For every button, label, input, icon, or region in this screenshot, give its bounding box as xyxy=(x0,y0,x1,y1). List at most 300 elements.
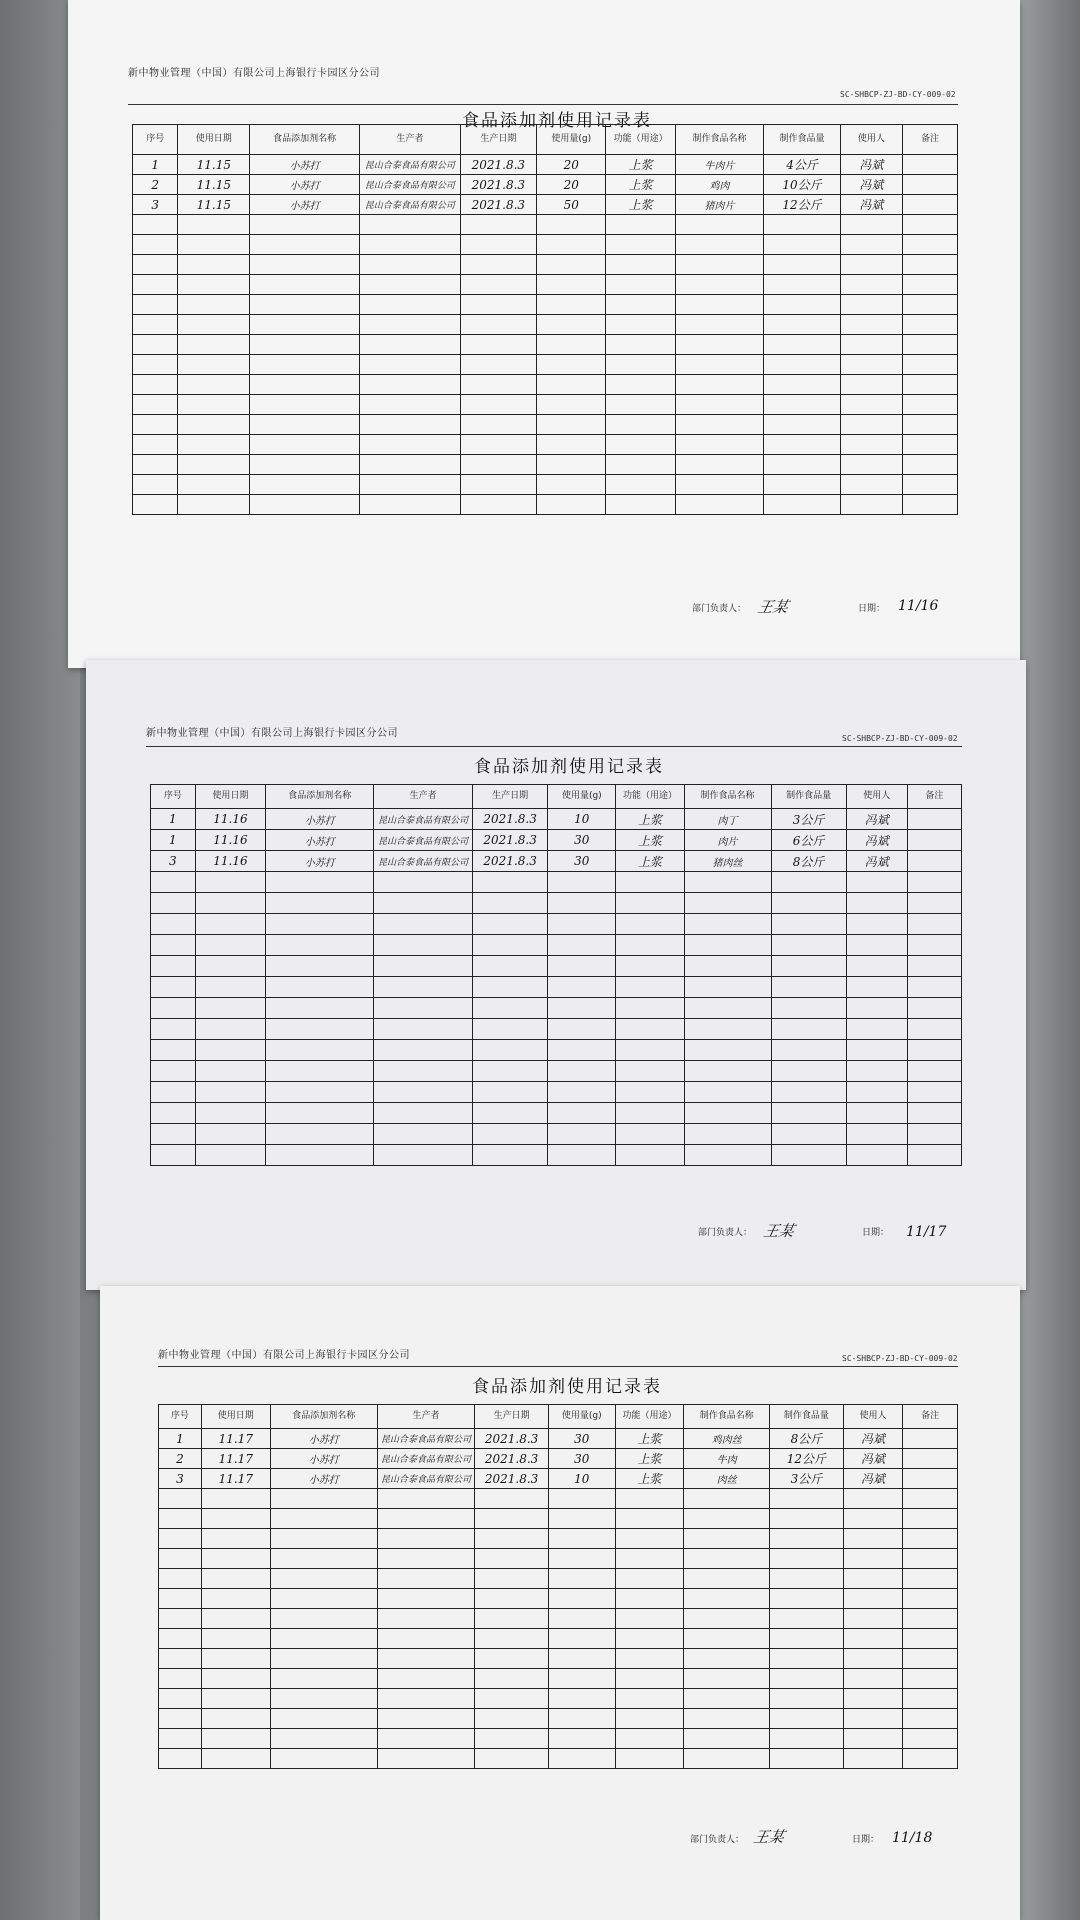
cell-additive-name xyxy=(250,215,360,235)
cell-food-name xyxy=(684,1061,771,1082)
cell-amount xyxy=(548,1589,615,1609)
cell-seq xyxy=(151,1019,196,1040)
cell-food-quantity xyxy=(771,1124,846,1145)
cell-function xyxy=(615,1589,684,1609)
cell-use-date xyxy=(201,1589,270,1609)
cell-user xyxy=(840,275,902,295)
cell-remarks xyxy=(902,215,957,235)
column-header-production-date: 生产日期 xyxy=(460,125,537,155)
column-header-food-name: 制作食品名称 xyxy=(684,785,771,809)
cell-use-date xyxy=(178,475,250,495)
column-header-production-date: 生产日期 xyxy=(473,785,548,809)
cell-seq xyxy=(159,1689,202,1709)
cell-amount xyxy=(548,1749,615,1769)
department-head-signature: 王某 xyxy=(755,598,790,616)
cell-remarks xyxy=(907,1040,961,1061)
cell-remarks xyxy=(907,809,961,830)
table-row xyxy=(151,851,962,872)
cell-remarks xyxy=(903,1749,958,1769)
cell-producer xyxy=(374,1082,473,1103)
cell-food-quantity: 12公斤 xyxy=(770,1449,844,1469)
cell-seq xyxy=(159,1709,202,1729)
cell-producer xyxy=(377,1609,474,1629)
cell-food-quantity xyxy=(770,1569,844,1589)
cell-amount xyxy=(537,415,606,435)
cell-food-name xyxy=(684,1529,770,1549)
cell-production-date xyxy=(475,1609,549,1629)
cell-remarks xyxy=(907,1061,961,1082)
cell-amount xyxy=(548,1145,616,1166)
cell-user xyxy=(846,935,907,956)
cell-amount: 10 xyxy=(548,809,616,830)
table-row xyxy=(159,1449,958,1469)
table-row-empty xyxy=(151,935,962,956)
cell-remarks xyxy=(907,935,961,956)
column-header-function: 功能（用途） xyxy=(606,125,675,155)
cell-additive-name xyxy=(270,1689,377,1709)
table-row-empty xyxy=(159,1689,958,1709)
cell-seq xyxy=(159,1729,202,1749)
header-rule xyxy=(158,1366,958,1367)
cell-amount xyxy=(548,1489,615,1509)
cell-use-date xyxy=(201,1509,270,1529)
cell-use-date xyxy=(201,1549,270,1569)
cell-food-quantity xyxy=(770,1689,844,1709)
cell-food-quantity xyxy=(764,455,841,475)
cell-additive-name xyxy=(270,1589,377,1609)
cell-production-date xyxy=(475,1529,549,1549)
cell-food-quantity xyxy=(770,1729,844,1749)
cell-food-quantity xyxy=(770,1509,844,1529)
cell-user xyxy=(840,475,902,495)
additive-record-table xyxy=(132,124,958,515)
cell-food-name xyxy=(684,1145,771,1166)
cell-amount: 30 xyxy=(548,851,616,872)
cell-seq xyxy=(159,1509,202,1529)
cell-production-date xyxy=(473,1040,548,1061)
date-value: 11/16 xyxy=(898,598,939,614)
table-header-row xyxy=(151,785,962,809)
cell-production-date xyxy=(460,435,537,455)
cell-producer xyxy=(374,977,473,998)
cell-remarks xyxy=(902,295,957,315)
cell-additive-name xyxy=(266,1019,374,1040)
cell-seq xyxy=(151,914,196,935)
cell-additive-name xyxy=(270,1549,377,1569)
cell-amount xyxy=(548,872,616,893)
cell-producer xyxy=(377,1629,474,1649)
cell-function xyxy=(606,275,675,295)
cell-remarks xyxy=(903,1729,958,1749)
cell-user: 冯斌 xyxy=(840,155,902,175)
cell-function xyxy=(616,1040,684,1061)
cell-food-quantity xyxy=(764,235,841,255)
cell-amount xyxy=(548,1669,615,1689)
cell-remarks xyxy=(903,1549,958,1569)
cell-user xyxy=(846,1145,907,1166)
cell-production-date xyxy=(460,315,537,335)
cell-function xyxy=(606,315,675,335)
cell-seq: 2 xyxy=(159,1449,202,1469)
record-sheet-1 xyxy=(68,0,1020,668)
cell-production-date xyxy=(475,1689,549,1709)
cell-use-date xyxy=(201,1749,270,1769)
cell-production-date: 2021.8.3 xyxy=(473,851,548,872)
cell-food-name xyxy=(675,475,763,495)
cell-producer: 昆山合泰食品有限公司 xyxy=(374,830,473,851)
cell-use-date xyxy=(178,275,250,295)
cell-production-date xyxy=(460,415,537,435)
additive-record-table xyxy=(158,1404,958,1769)
table-row xyxy=(133,195,958,215)
cell-use-date: 11.15 xyxy=(178,195,250,215)
cell-user: 冯斌 xyxy=(843,1469,902,1489)
cell-production-date xyxy=(473,1061,548,1082)
table-header-row xyxy=(133,125,958,155)
cell-user xyxy=(840,355,902,375)
cell-production-date xyxy=(473,893,548,914)
cell-additive-name: 小苏打 xyxy=(266,851,374,872)
cell-food-quantity xyxy=(770,1709,844,1729)
cell-remarks xyxy=(903,1669,958,1689)
cell-additive-name xyxy=(270,1609,377,1629)
cell-producer xyxy=(374,1103,473,1124)
cell-amount xyxy=(548,914,616,935)
cell-use-date xyxy=(195,914,266,935)
cell-additive-name xyxy=(266,935,374,956)
cell-remarks xyxy=(902,195,957,215)
cell-remarks xyxy=(903,1569,958,1589)
table-row-empty xyxy=(159,1629,958,1649)
cell-user xyxy=(840,335,902,355)
cell-additive-name xyxy=(270,1569,377,1589)
cell-additive-name xyxy=(266,977,374,998)
cell-user xyxy=(840,435,902,455)
table-row-empty xyxy=(133,315,958,335)
cell-food-quantity xyxy=(764,355,841,375)
cell-remarks xyxy=(903,1629,958,1649)
cell-food-quantity xyxy=(770,1749,844,1769)
document-code: SC-SHBCP-ZJ-BD-CY-009-02 xyxy=(842,734,958,743)
cell-production-date xyxy=(473,1145,548,1166)
column-header-amount: 使用量(g) xyxy=(548,785,616,809)
cell-amount xyxy=(548,977,616,998)
cell-additive-name xyxy=(270,1749,377,1769)
cell-user xyxy=(840,255,902,275)
cell-use-date xyxy=(195,1019,266,1040)
cell-use-date xyxy=(178,235,250,255)
column-header-amount: 使用量(g) xyxy=(548,1405,615,1429)
cell-producer xyxy=(374,893,473,914)
column-header-additive-name: 食品添加剂名称 xyxy=(266,785,374,809)
cell-function xyxy=(606,435,675,455)
cell-use-date xyxy=(201,1609,270,1629)
cell-food-name xyxy=(684,914,771,935)
cell-food-quantity xyxy=(771,1103,846,1124)
cell-food-name xyxy=(684,1489,770,1509)
cell-function: 上浆 xyxy=(616,851,684,872)
cell-producer xyxy=(360,275,460,295)
cell-producer xyxy=(360,395,460,415)
cell-additive-name xyxy=(266,914,374,935)
table-row xyxy=(133,175,958,195)
column-header-food-quantity: 制作食品量 xyxy=(764,125,841,155)
cell-food-quantity xyxy=(770,1669,844,1689)
table-row-empty xyxy=(159,1669,958,1689)
cell-additive-name xyxy=(270,1669,377,1689)
cell-user xyxy=(846,914,907,935)
cell-user xyxy=(843,1609,902,1629)
cell-seq xyxy=(133,335,178,355)
table-row-empty xyxy=(159,1729,958,1749)
cell-producer xyxy=(374,998,473,1019)
cell-user xyxy=(840,495,902,515)
cell-food-name: 肉丝 xyxy=(684,1469,770,1489)
cell-amount xyxy=(548,935,616,956)
cell-use-date: 11.16 xyxy=(195,809,266,830)
cell-use-date xyxy=(195,1103,266,1124)
cell-user xyxy=(843,1509,902,1529)
column-header-use-date: 使用日期 xyxy=(195,785,266,809)
cell-producer xyxy=(374,1124,473,1145)
cell-food-name: 鸡肉丝 xyxy=(684,1429,770,1449)
cell-food-quantity xyxy=(764,315,841,335)
column-header-food-name: 制作食品名称 xyxy=(675,125,763,155)
cell-food-name xyxy=(684,1749,770,1769)
cell-additive-name xyxy=(250,435,360,455)
cell-seq xyxy=(151,1103,196,1124)
cell-production-date xyxy=(473,914,548,935)
cell-use-date xyxy=(195,1061,266,1082)
table-row-empty xyxy=(133,235,958,255)
cell-use-date xyxy=(178,215,250,235)
cell-producer xyxy=(360,215,460,235)
cell-food-name xyxy=(684,956,771,977)
company-name: 新中物业管理（中国）有限公司上海银行卡园区分公司 xyxy=(158,1350,410,1361)
cell-food-name xyxy=(675,375,763,395)
cell-producer xyxy=(360,355,460,375)
column-header-producer: 生产者 xyxy=(360,125,460,155)
cell-function xyxy=(606,255,675,275)
cell-seq xyxy=(133,435,178,455)
cell-food-quantity: 3公斤 xyxy=(771,809,846,830)
cell-food-name xyxy=(684,1019,771,1040)
column-header-function: 功能（用途） xyxy=(616,785,684,809)
cell-remarks xyxy=(902,275,957,295)
cell-user xyxy=(840,375,902,395)
cell-production-date xyxy=(460,355,537,375)
cell-user xyxy=(846,1082,907,1103)
cell-producer: 昆山合泰食品有限公司 xyxy=(377,1449,474,1469)
cell-seq xyxy=(151,1124,196,1145)
cell-seq xyxy=(133,395,178,415)
cell-food-quantity xyxy=(771,872,846,893)
cell-food-name xyxy=(684,1609,770,1629)
cell-food-name xyxy=(675,275,763,295)
cell-remarks xyxy=(907,956,961,977)
cell-producer xyxy=(374,1040,473,1061)
cell-use-date xyxy=(201,1529,270,1549)
cell-user xyxy=(840,315,902,335)
cell-additive-name: 小苏打 xyxy=(250,155,360,175)
table-row-empty xyxy=(133,295,958,315)
cell-production-date xyxy=(460,295,537,315)
cell-remarks xyxy=(903,1529,958,1549)
cell-amount xyxy=(537,395,606,415)
cell-production-date xyxy=(475,1549,549,1569)
column-header-food-quantity: 制作食品量 xyxy=(770,1405,844,1429)
cell-function xyxy=(616,914,684,935)
cell-additive-name xyxy=(250,375,360,395)
cell-seq xyxy=(133,235,178,255)
cell-remarks xyxy=(907,1082,961,1103)
cell-producer xyxy=(374,1061,473,1082)
company-name: 新中物业管理（中国）有限公司上海银行卡园区分公司 xyxy=(146,728,398,739)
cell-use-date xyxy=(195,935,266,956)
cell-function: 上浆 xyxy=(616,830,684,851)
column-header-food-name: 制作食品名称 xyxy=(684,1405,770,1429)
cell-additive-name xyxy=(250,495,360,515)
cell-additive-name xyxy=(266,1061,374,1082)
column-header-remarks: 备注 xyxy=(903,1405,958,1429)
cell-user xyxy=(843,1529,902,1549)
cell-function: 上浆 xyxy=(615,1469,684,1489)
cell-producer: 昆山合泰食品有限公司 xyxy=(377,1469,474,1489)
cell-producer: 昆山合泰食品有限公司 xyxy=(360,195,460,215)
cell-user: 冯斌 xyxy=(846,851,907,872)
cell-user xyxy=(846,1061,907,1082)
cell-food-quantity xyxy=(770,1489,844,1509)
company-name: 新中物业管理（中国）有限公司上海银行卡园区分公司 xyxy=(128,68,380,79)
cell-food-quantity xyxy=(771,1061,846,1082)
cell-amount xyxy=(548,1729,615,1749)
cell-production-date xyxy=(473,872,548,893)
cell-seq xyxy=(151,893,196,914)
cell-producer xyxy=(360,495,460,515)
cell-food-quantity: 8公斤 xyxy=(771,851,846,872)
column-header-producer: 生产者 xyxy=(377,1405,474,1429)
cell-use-date xyxy=(178,355,250,375)
cell-function xyxy=(616,893,684,914)
cell-remarks xyxy=(907,998,961,1019)
cell-user xyxy=(840,215,902,235)
cell-function: 上浆 xyxy=(616,809,684,830)
cell-additive-name xyxy=(250,235,360,255)
column-header-seq: 序号 xyxy=(159,1405,202,1429)
column-header-remarks: 备注 xyxy=(907,785,961,809)
cell-function xyxy=(616,935,684,956)
cell-food-name: 鸡肉 xyxy=(675,175,763,195)
table-row xyxy=(159,1469,958,1489)
cell-production-date xyxy=(460,455,537,475)
cell-seq xyxy=(151,1082,196,1103)
cell-user xyxy=(846,998,907,1019)
cell-amount xyxy=(548,1649,615,1669)
cell-seq xyxy=(151,956,196,977)
record-sheet-3 xyxy=(100,1286,1020,1920)
cell-seq xyxy=(151,1040,196,1061)
cell-additive-name xyxy=(266,1040,374,1061)
cell-remarks xyxy=(902,255,957,275)
cell-production-date xyxy=(460,475,537,495)
department-head-label: 部门负责人： xyxy=(690,1835,745,1845)
table-row-empty xyxy=(151,914,962,935)
column-header-amount: 使用量(g) xyxy=(537,125,606,155)
cell-amount xyxy=(548,1082,616,1103)
cell-production-date xyxy=(460,275,537,295)
cell-amount xyxy=(537,375,606,395)
cell-user xyxy=(846,1124,907,1145)
cell-additive-name xyxy=(270,1729,377,1749)
cell-production-date: 2021.8.3 xyxy=(460,175,537,195)
cell-amount xyxy=(548,1529,615,1549)
table-row-empty xyxy=(151,998,962,1019)
cell-function: 上浆 xyxy=(606,175,675,195)
cell-producer xyxy=(360,435,460,455)
table-row-empty xyxy=(151,893,962,914)
cell-production-date xyxy=(460,215,537,235)
cell-seq xyxy=(133,315,178,335)
cell-food-quantity: 12公斤 xyxy=(764,195,841,215)
cell-user xyxy=(843,1689,902,1709)
header-rule xyxy=(128,104,958,105)
column-header-user: 使用人 xyxy=(840,125,902,155)
cell-user xyxy=(843,1709,902,1729)
table-row-empty xyxy=(133,275,958,295)
cell-production-date: 2021.8.3 xyxy=(475,1469,549,1489)
cell-remarks xyxy=(907,851,961,872)
column-header-user: 使用人 xyxy=(846,785,907,809)
cell-production-date xyxy=(460,255,537,275)
cell-food-quantity xyxy=(771,1019,846,1040)
cell-remarks xyxy=(902,395,957,415)
cell-function xyxy=(615,1709,684,1729)
cell-amount: 10 xyxy=(548,1469,615,1489)
cell-food-name xyxy=(684,893,771,914)
cell-use-date: 11.15 xyxy=(178,175,250,195)
cell-food-quantity xyxy=(771,1145,846,1166)
cell-amount xyxy=(537,455,606,475)
cell-use-date xyxy=(195,1145,266,1166)
cell-producer xyxy=(360,335,460,355)
record-sheet-2 xyxy=(86,660,1026,1290)
cell-food-name xyxy=(684,1669,770,1689)
cell-user xyxy=(846,893,907,914)
cell-food-name xyxy=(675,235,763,255)
cell-remarks xyxy=(903,1649,958,1669)
cell-production-date: 2021.8.3 xyxy=(460,155,537,175)
cell-function xyxy=(615,1629,684,1649)
cell-remarks xyxy=(902,155,957,175)
cell-user xyxy=(843,1729,902,1749)
cell-production-date xyxy=(475,1589,549,1609)
cell-user: 冯斌 xyxy=(840,175,902,195)
cell-production-date xyxy=(473,935,548,956)
table-row-empty xyxy=(133,255,958,275)
cell-remarks xyxy=(902,315,957,335)
cell-production-date xyxy=(460,495,537,515)
cell-remarks xyxy=(907,914,961,935)
cell-producer xyxy=(377,1649,474,1669)
cell-seq: 3 xyxy=(133,195,178,215)
cell-food-name xyxy=(684,1629,770,1649)
cell-remarks xyxy=(902,415,957,435)
table-row-empty xyxy=(151,872,962,893)
cell-producer xyxy=(360,415,460,435)
cell-function xyxy=(606,235,675,255)
cell-user xyxy=(843,1649,902,1669)
cell-function xyxy=(616,1145,684,1166)
